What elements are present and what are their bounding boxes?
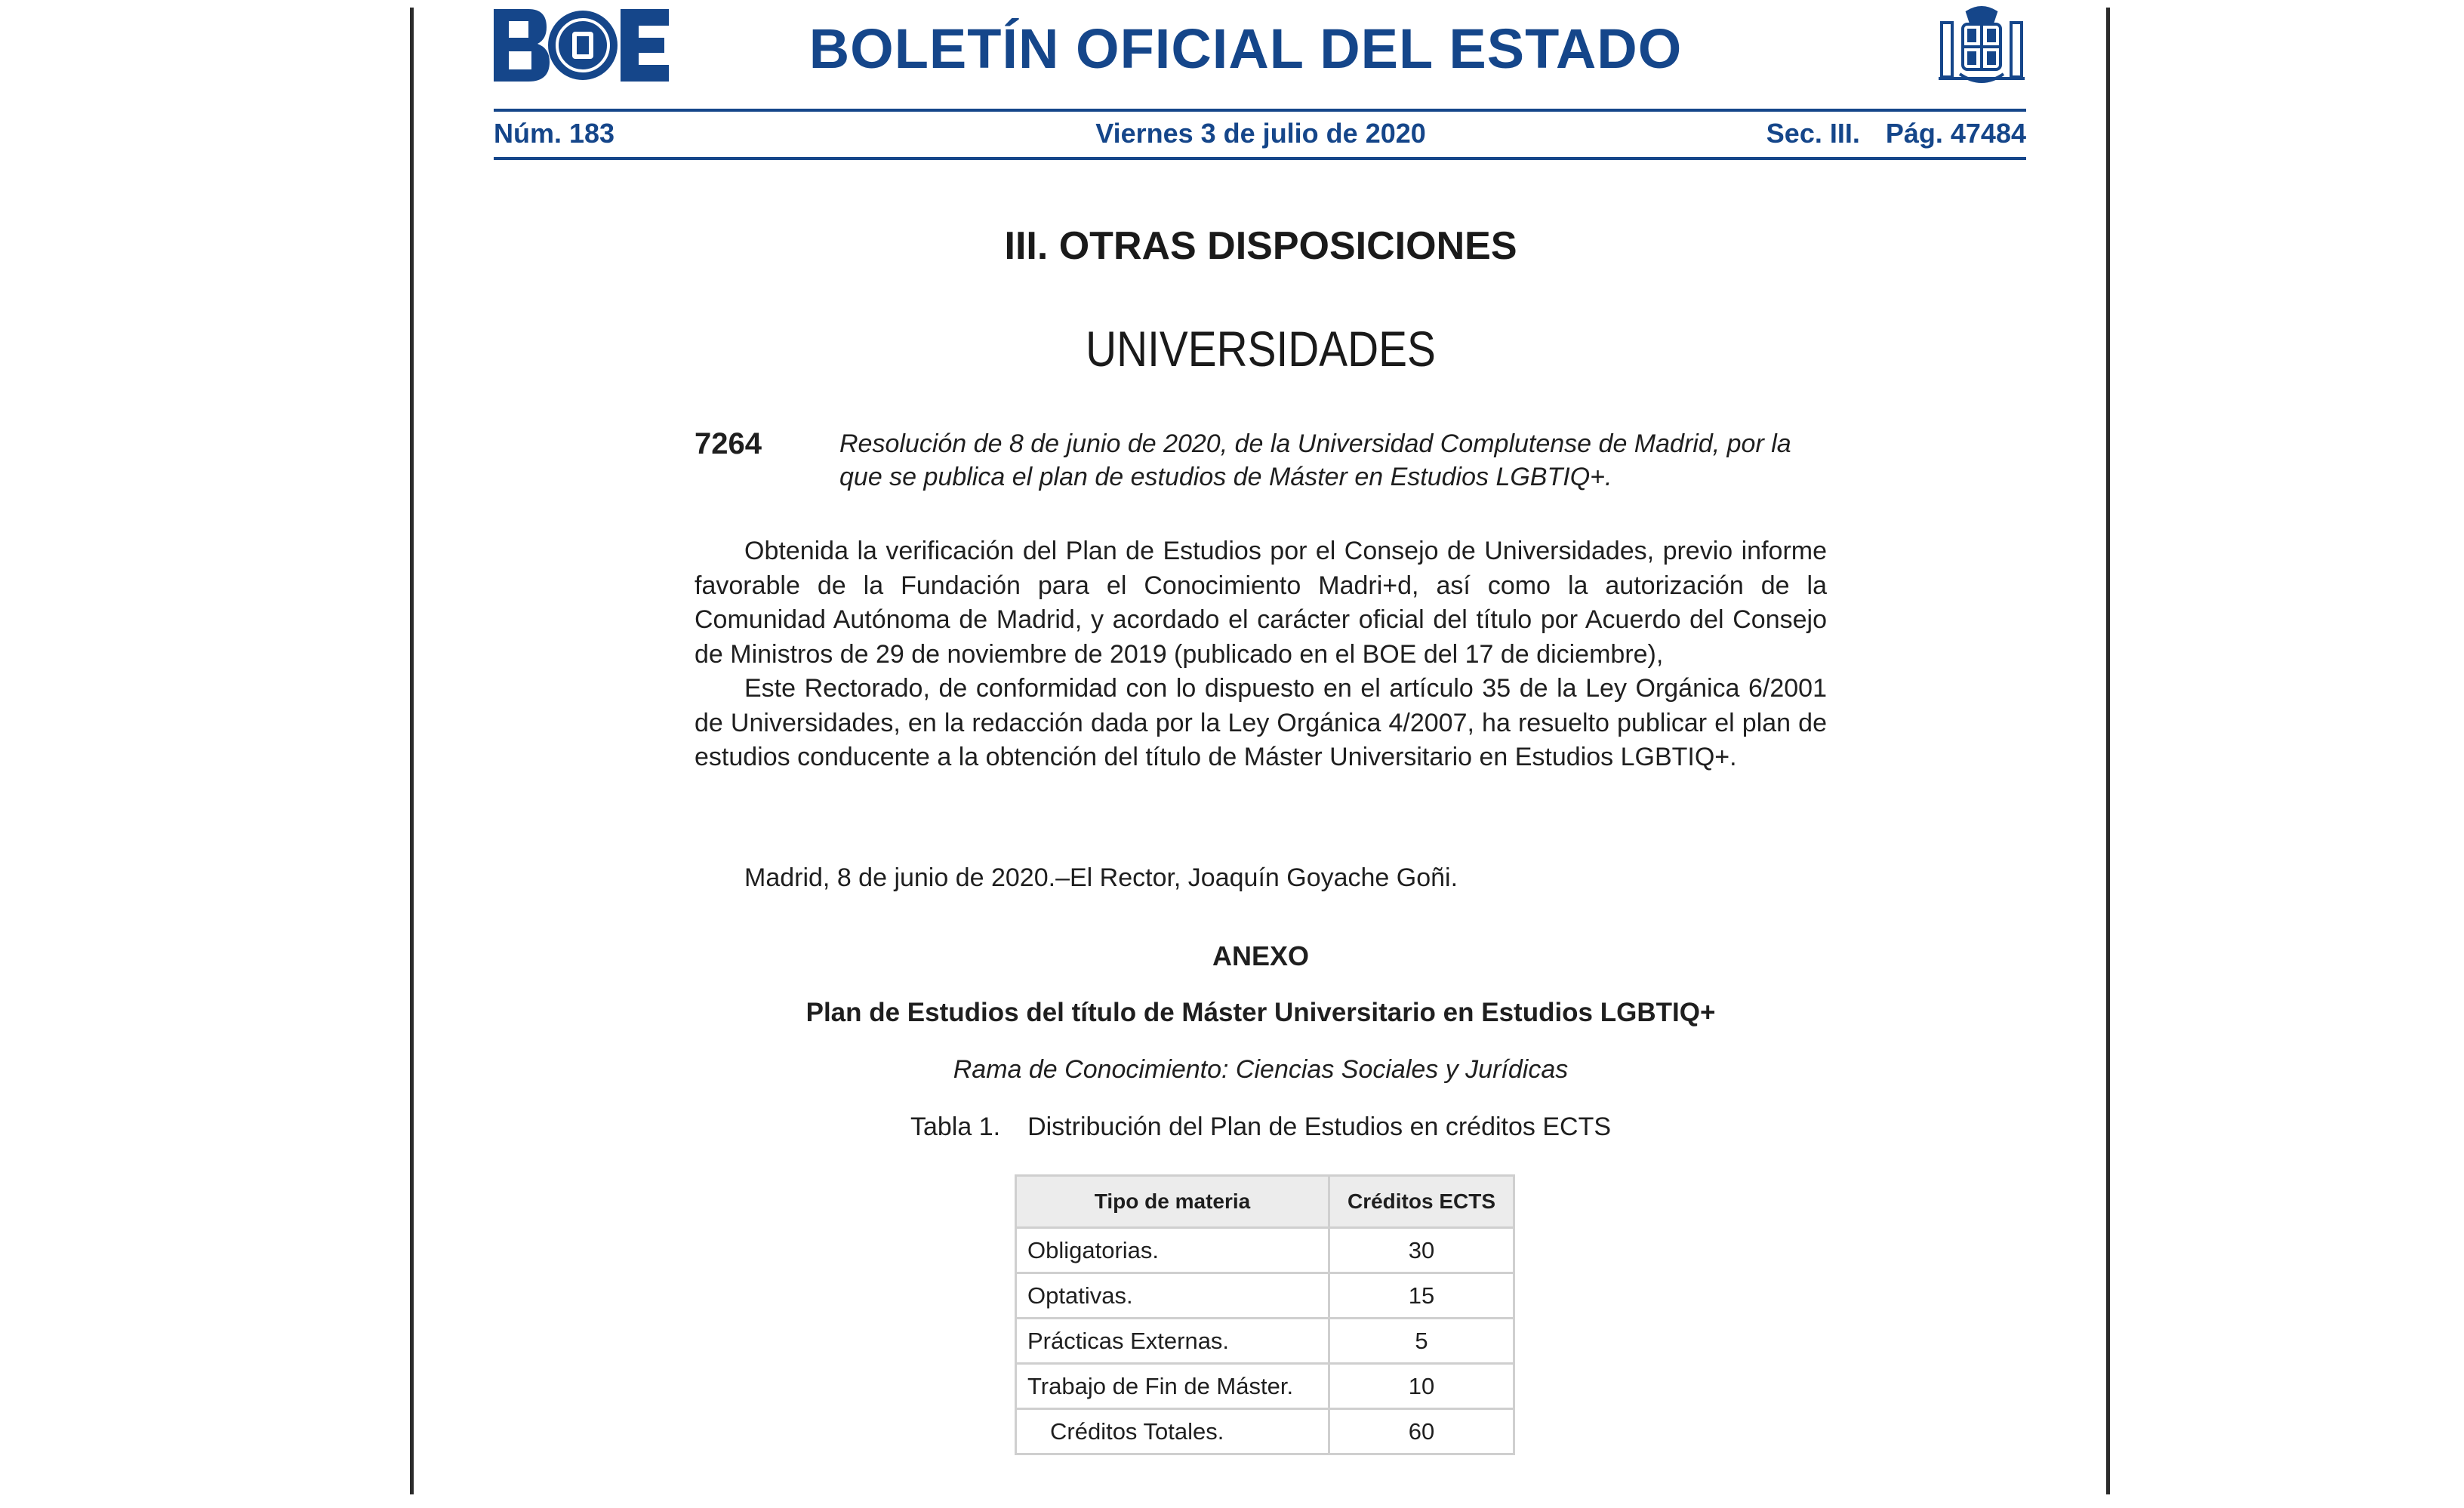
section-title: III. OTRAS DISPOSICIONES bbox=[1004, 224, 1517, 268]
resolution-body bbox=[695, 534, 1827, 775]
coat-of-arms-icon bbox=[1937, 5, 2026, 89]
table-row bbox=[1016, 1228, 1514, 1273]
masthead-title: BOLETÍN OFICIAL DEL ESTADO bbox=[808, 17, 1683, 80]
page-number: Pág. 47484 bbox=[1885, 118, 2026, 149]
header-rule-bottom bbox=[494, 157, 2026, 160]
issue-date: Viernes 3 de julio de 2020 bbox=[1095, 118, 1426, 149]
body-paragraph-1: Obtenida la verificación del Plan de Estudios por el Consejo de Universidades, previo informe favorable de la Fundación para el Conocimiento Madri+d, así como la autorización de la Comunidad Autónoma de Madrid, y acordado el carácter oficial del título por Acuerdo del Consejo de Ministros de 29 de noviembre de 2019 (publicado en el BOE del 17 de diciembre), bbox=[695, 537, 1827, 669]
table-row bbox=[1016, 1273, 1514, 1319]
plan-title: Plan de Estudios del título de Máster Universitario en Estudios LGBTIQ+ bbox=[805, 998, 1716, 1027]
resolution-title: Resolución de 8 de junio de 2020, de la Universidad Complutense de Madrid, por la que se publica el plan de estudios de Máster en Estudios LGBTIQ+. bbox=[839, 429, 1791, 491]
resolution-number: 7264 bbox=[695, 427, 762, 460]
row-value: 30 bbox=[1329, 1228, 1514, 1273]
row-label: Prácticas Externas. bbox=[1016, 1319, 1329, 1364]
total-label: Créditos Totales. bbox=[1016, 1409, 1329, 1454]
row-label: Obligatorias. bbox=[1016, 1228, 1329, 1273]
table-total-row bbox=[1016, 1409, 1514, 1454]
table-caption bbox=[679, 1113, 1842, 1142]
table-row bbox=[1016, 1364, 1514, 1409]
section-label: Sec. III. bbox=[1766, 118, 1860, 149]
signature-line: Madrid, 8 de junio de 2020.–El Rector, Joaquín Goyache Goñi. bbox=[744, 863, 1458, 892]
annex-title: ANEXO bbox=[1212, 940, 1310, 971]
table-row bbox=[1016, 1319, 1514, 1364]
page-border-right bbox=[2106, 8, 2110, 1494]
subsection-title: UNIVERSIDADES bbox=[1086, 321, 1436, 377]
header-rule-top bbox=[494, 109, 2026, 112]
row-value: 5 bbox=[1329, 1319, 1514, 1364]
table-caption-text: Distribución del Plan de Estudios en créditos ECTS bbox=[1027, 1113, 1612, 1141]
page-border-left bbox=[410, 8, 414, 1494]
row-value: 15 bbox=[1329, 1273, 1514, 1319]
knowledge-branch: Rama de Conocimiento: Ciencias Sociales y Jurídicas bbox=[953, 1055, 1569, 1084]
boe-logo bbox=[494, 9, 669, 82]
issue-number: Núm. 183 bbox=[494, 118, 615, 149]
row-label: Optativas. bbox=[1016, 1273, 1329, 1319]
row-value: 10 bbox=[1329, 1364, 1514, 1409]
ects-credits-table bbox=[1015, 1174, 1515, 1455]
header-ects-credits: Créditos ECTS bbox=[1329, 1176, 1514, 1228]
body-paragraph-2: Este Rectorado, de conformidad con lo dispuesto en el artículo 35 de la Ley Orgánica 6/2001 de Universidades, en la redacción dada por la Ley Orgánica 4/2007, ha resuelto publicar el plan de estudios conducente a la obtención del título de Máster Universitario en Estudios LGBTIQ+. bbox=[695, 674, 1827, 771]
table-caption-label: Tabla 1. bbox=[910, 1113, 1001, 1141]
section-page-info bbox=[1766, 118, 2026, 149]
table-header-row bbox=[1016, 1176, 1514, 1228]
row-label: Trabajo de Fin de Máster. bbox=[1016, 1364, 1329, 1409]
total-value: 60 bbox=[1329, 1409, 1514, 1454]
header-subject-type: Tipo de materia bbox=[1016, 1176, 1329, 1228]
